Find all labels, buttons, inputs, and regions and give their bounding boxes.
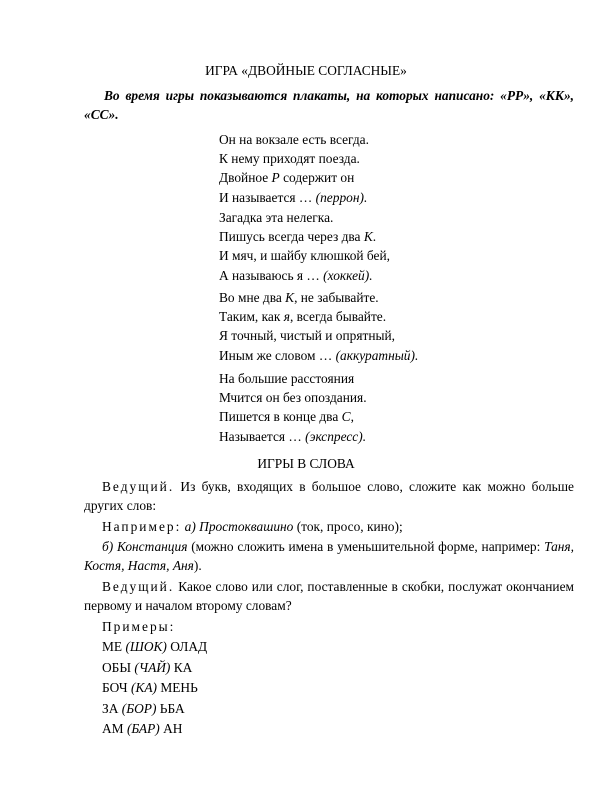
list-item: ОБЫ (ЧАЙ) КА [102, 659, 193, 675]
game-title-double-consonants: ИГРА «ДВОЙНЫЕ СОГЛАСНЫЕ» [205, 63, 407, 78]
stanza-line: Мчится он без опоздания. [219, 390, 367, 406]
stanza-line: На большие расстояния [219, 371, 355, 386]
examples-label: Примеры: [102, 619, 176, 634]
list-item: БОЧ (КА) МЕНЬ [102, 680, 198, 695]
riddle-answer: (экспресс). [305, 428, 367, 444]
list-item: ЗА (БОР) ЬБА [102, 700, 185, 716]
stanza-line: К нему приходят поезда. [219, 151, 360, 167]
stanza-line: Называется … (экспресс). [219, 428, 367, 444]
riddle-answer: (аккуратный). [335, 347, 419, 363]
stanza-line: Двойное Р содержит он [219, 170, 355, 186]
riddle-stanza-4 [219, 369, 367, 446]
list-item: МЕ (ШОК) ОЛАД [102, 639, 208, 654]
stanza-line: И мяч, и шайбу клюшкой бей, [219, 248, 390, 264]
word-examples-list [102, 637, 207, 740]
intro-paragraph: Во время игры показываются плакаты, на которых написано: «РР», «КК», «СС». [84, 88, 574, 122]
host-instruction-1: Ведущий. Из букв, входящих в большое слово, сложите как можно больше других слов: [84, 479, 574, 513]
host-label: Ведущий. [102, 479, 175, 494]
riddle-stanza-2 [219, 208, 390, 285]
stanza-line: Я точный, чистый и опрятный, [219, 328, 396, 344]
example-line-1: Например: а) Простоквашино (ток, просо, кино); [102, 519, 403, 534]
stanza-line: Пишусь всегда через два К. [219, 229, 377, 245]
stanza-line: Загадка эта нелегка. [219, 210, 334, 225]
stanza-line: Иным же словом … (аккуратный). [219, 347, 419, 363]
stanza-line: Пишется в конце два С, [219, 409, 354, 425]
stanza-line: Во мне два К, не забывайте. [219, 290, 379, 305]
riddle-stanza-3 [219, 288, 418, 365]
game-title-word-games: ИГРЫ В СЛОВА [257, 456, 355, 471]
example-line-2: б) Констанция (можно сложить имена в уменьшительной форме, например: Таня, Костя, Настя, Аня). [84, 539, 574, 573]
riddle-answer: (хоккей). [323, 267, 373, 283]
stanza-line: А называюсь я … (хоккей). [219, 267, 373, 283]
list-item: АМ (БАР) АН [102, 721, 183, 736]
stanza-line: И называется … (перрон). [219, 189, 368, 205]
riddle-stanza-1 [219, 130, 369, 207]
stanza-line: Таким, как я, всегда бывайте. [219, 309, 387, 325]
host-label: Ведущий. [102, 579, 175, 594]
example-label: Например: [102, 519, 182, 534]
riddle-answer: (перрон). [315, 189, 368, 205]
host-instruction-2: Ведущий. Какое слово или слог, поставленные в скобки, послужат окончанием первому и началом второму словам? [84, 579, 574, 613]
stanza-line: Он на вокзале есть всегда. [219, 132, 369, 147]
